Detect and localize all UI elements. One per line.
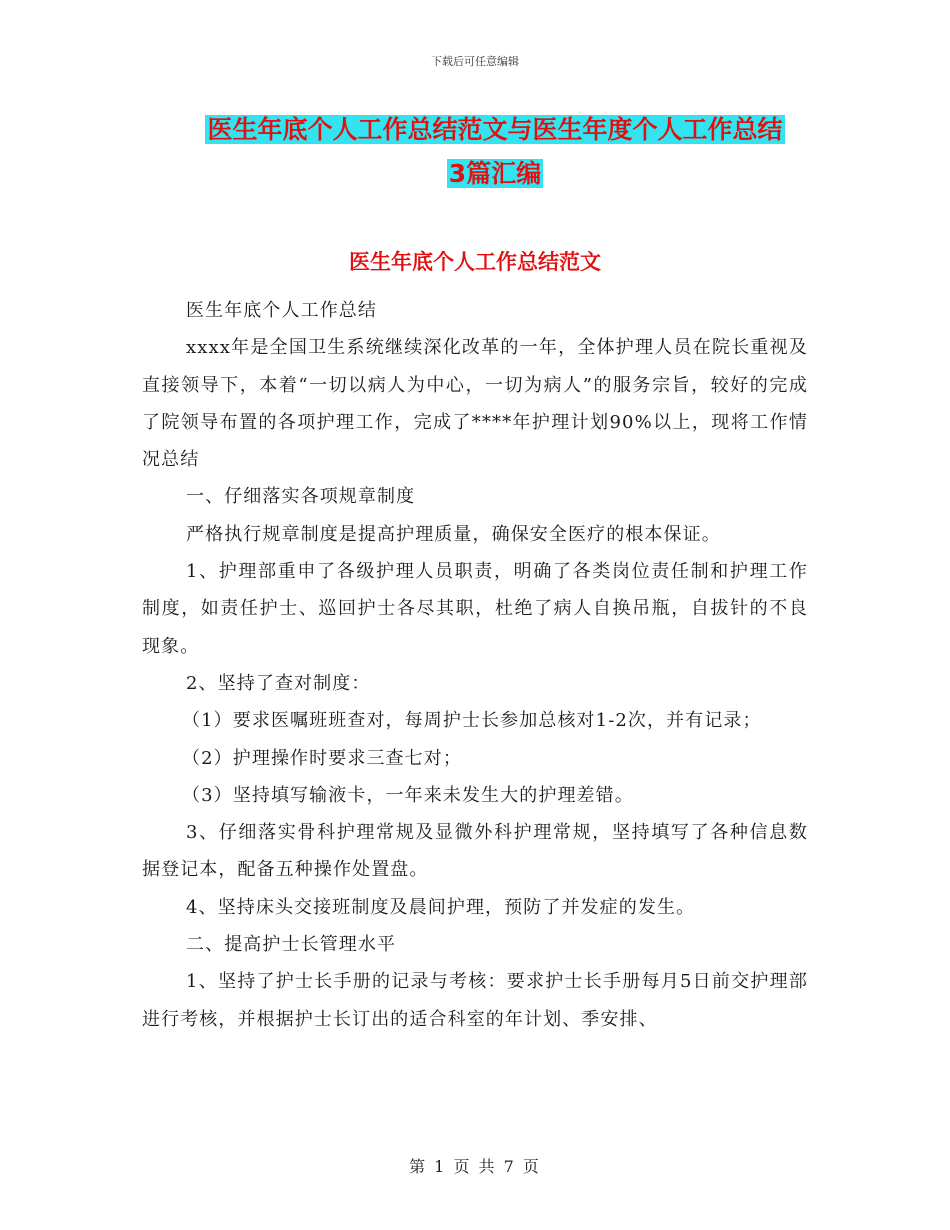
- paragraph: 4、坚持床头交接班制度及晨间护理，预防了并发症的发生。: [186, 896, 696, 918]
- paragraph: （2）护理操作时要求三查七对；: [182, 747, 462, 769]
- paragraph: 医生年底个人工作总结: [186, 300, 377, 321]
- body-text: [142, 292, 808, 1038]
- paragraph: xxxx年是全国卫生系统继续深化改革的一年，全体护理人员在院长重视及直接领导下，本着“一切以病人为中心，一切为病人”的服务宗旨，较好的完成了院领导布置的各项护理工作，完成了****年护理计划90%以上，现将工作情况总结: [142, 337, 808, 471]
- document-title-line1: 医生年底个人工作总结范文与医生年度个人工作总结: [207, 115, 783, 144]
- paragraph: （1）要求医嘱班班查对，每周护士长参加总核对1-2次，并有记录；: [182, 710, 762, 732]
- paragraph: 3、仔细落实骨科护理常规及显微外科护理常规，坚持填写了各种信息数据登记本，配备五种操作处置盘。: [142, 822, 808, 881]
- paragraph: （3）坚持填写输液卡，一年来未发生大的护理差错。: [182, 784, 634, 806]
- document-title-line2: 3篇汇编: [448, 159, 542, 188]
- paragraph: 2、坚持了查对制度：: [186, 672, 371, 694]
- paragraph: 一、仔细落实各项规章制度: [186, 486, 416, 508]
- paragraph: 1、护理部重申了各级护理人员职责，明确了各类岗位责任制和护理工作制度，如责任护士、巡回护士各尽其职，杜绝了病人自换吊瓶，自拔针的不良现象。: [142, 561, 808, 657]
- header-note: 下载后可任意编辑: [431, 55, 519, 68]
- paragraph: 严格执行规章制度是提高护理质量，确保安全医疗的根本保证。: [186, 523, 721, 545]
- paragraph: 1、坚持了护士长手册的记录与考核：要求护士长手册每月5日前交护理部进行考核，并根据护士长订出的适合科室的年计划、季安排、: [142, 971, 808, 1030]
- paragraph: 二、提高护士长管理水平: [186, 934, 397, 956]
- page-number: 第 1 页 共 7 页: [409, 1157, 541, 1176]
- section-title: 医生年底个人工作总结范文: [349, 250, 601, 274]
- document-title: [100, 108, 890, 196]
